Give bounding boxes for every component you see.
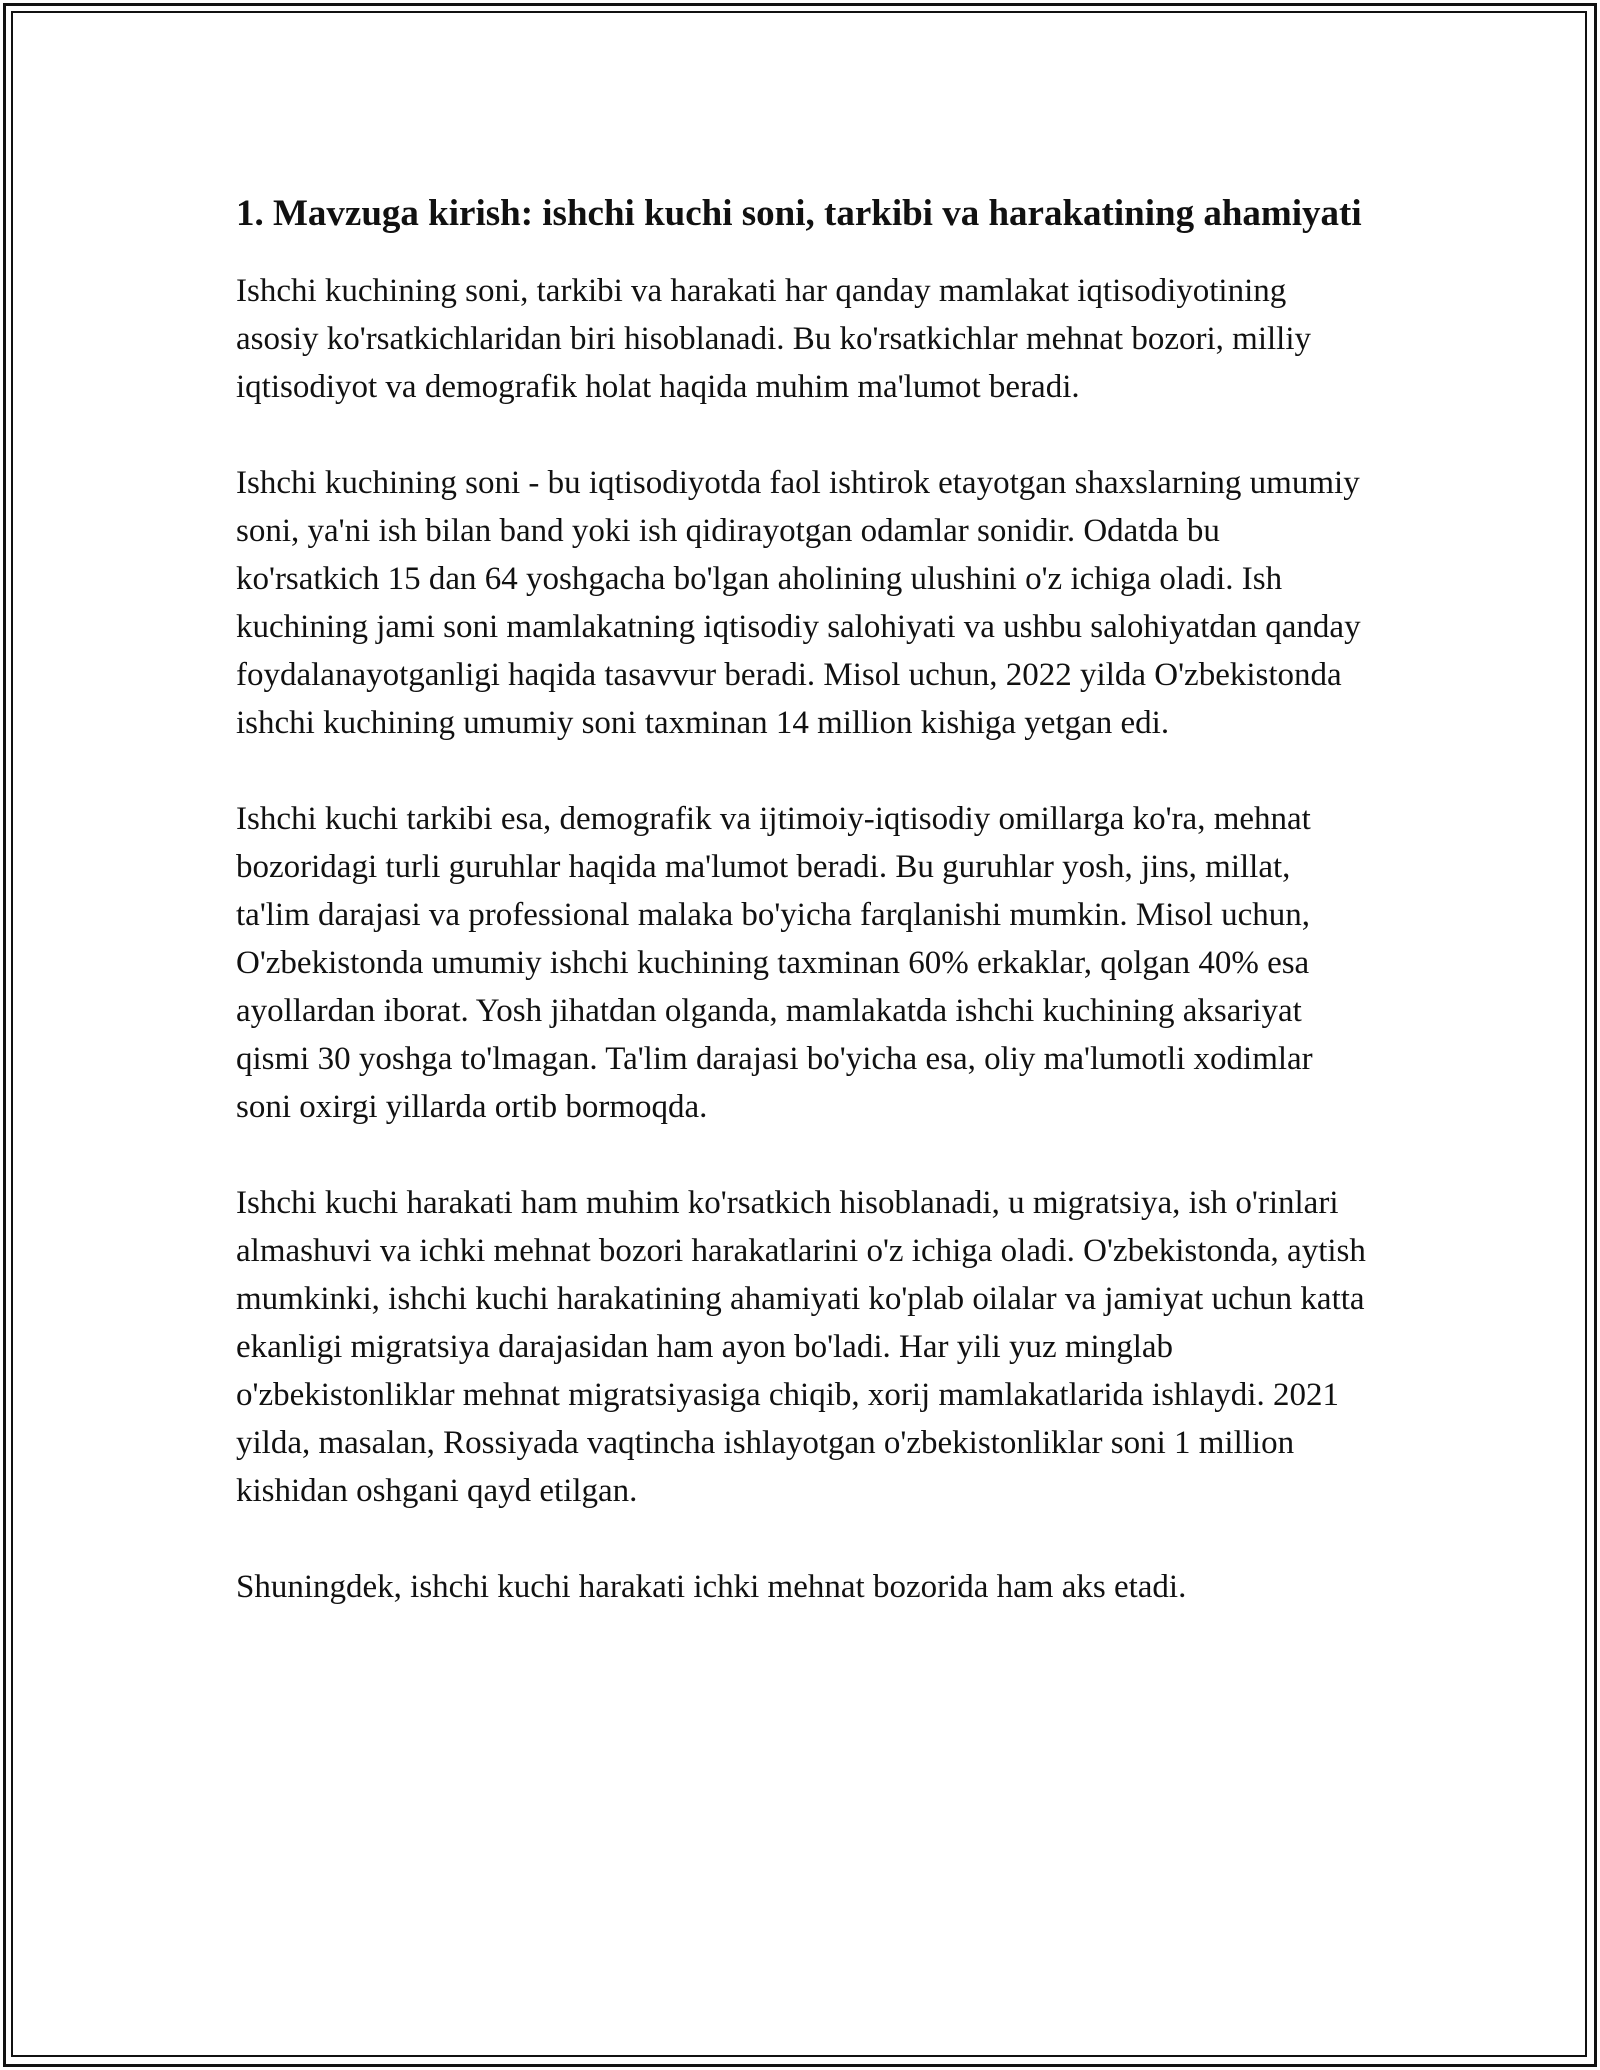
document-body: [236, 186, 1366, 1659]
paragraph-labor-force-size: Ishchi kuchining soni - bu iqtisodiyotda faol ishtirok etayotgan shaxslarning umumiy soni, ya'ni ish bilan band yoki ish qidirayotgan odamlar sonidir. Odatda bu ko'rsatkich 15 dan 64 yoshgacha bo'lgan aholining ulushini o'z ichiga oladi. Ish kuchining jami soni mamlakatning iqtisodiy salohiyati va ushbu salohiyatdan qanday foydalanayotganligi haqida tasavvur beradi. Misol uchun, 2022 yilda O'zbekistonda ishchi kuchining umumiy soni taxminan 14 million kishiga yetgan edi.: [236, 465, 1361, 741]
paragraph-labor-force-composition: Ishchi kuchi tarkibi esa, demografik va ijtimoiy-iqtisodiy omillarga ko'ra, mehnat bozoridagi turli guruhlar haqida ma'lumot beradi. Bu guruhlar yosh, jins, millat, ta'lim darajasi va professional malaka bo'yicha farqlanishi mumkin. Misol uchun, O'zbekistonda umumiy ishchi kuchining taxminan 60% erkaklar, qolgan 40% esa ayollardan iborat. Yosh jihatdan olganda, mamlakatda ishchi kuchining aksariyat qismi 30 yoshga to'lmagan. Ta'lim darajasi bo'yicha esa, oliy ma'lumotli xodimlar soni oxirgi yillarda ortib bormoqda.: [236, 801, 1313, 1125]
paragraph-labor-force-movement: Ishchi kuchi harakati ham muhim ko'rsatkich hisoblanadi, u migratsiya, ish o'rinlari almashuvi va ichki mehnat bozori harakatlarini o'z ichiga oladi. O'zbekistonda, aytish mumkinki, ishchi kuchi harakatining ahamiyati ko'plab oilalar va jamiyat uchun katta ekanligi migratsiya darajasidan ham ayon bo'ladi. Har yili yuz minglab o'zbekistonliklar mehnat migratsiyasiga chiqib, xorij mamlakatlarida ishlaydi. 2021 yilda, masalan, Rossiyada vaqtincha ishlayotgan o'zbekistonliklar soni 1 million kishidan oshgani qayd etilgan.: [236, 1185, 1366, 1509]
paragraph-intro: Ishchi kuchining soni, tarkibi va harakati har qanday mamlakat iqtisodiyotining asosiy ko'rsatkichlaridan biri hisoblanadi. Bu ko'rsatkichlar mehnat bozori, milliy iqtisodiyot va demografik holat haqida muhim ma'lumot beradi.: [236, 273, 1311, 405]
section-heading: 1. Mavzuga kirish: ishchi kuchi soni, tarkibi va harakatining ahamiyati: [236, 193, 1362, 234]
paragraph-internal-market: Shuningdek, ishchi kuchi harakati ichki mehnat bozorida ham aks etadi.: [236, 1569, 1187, 1605]
